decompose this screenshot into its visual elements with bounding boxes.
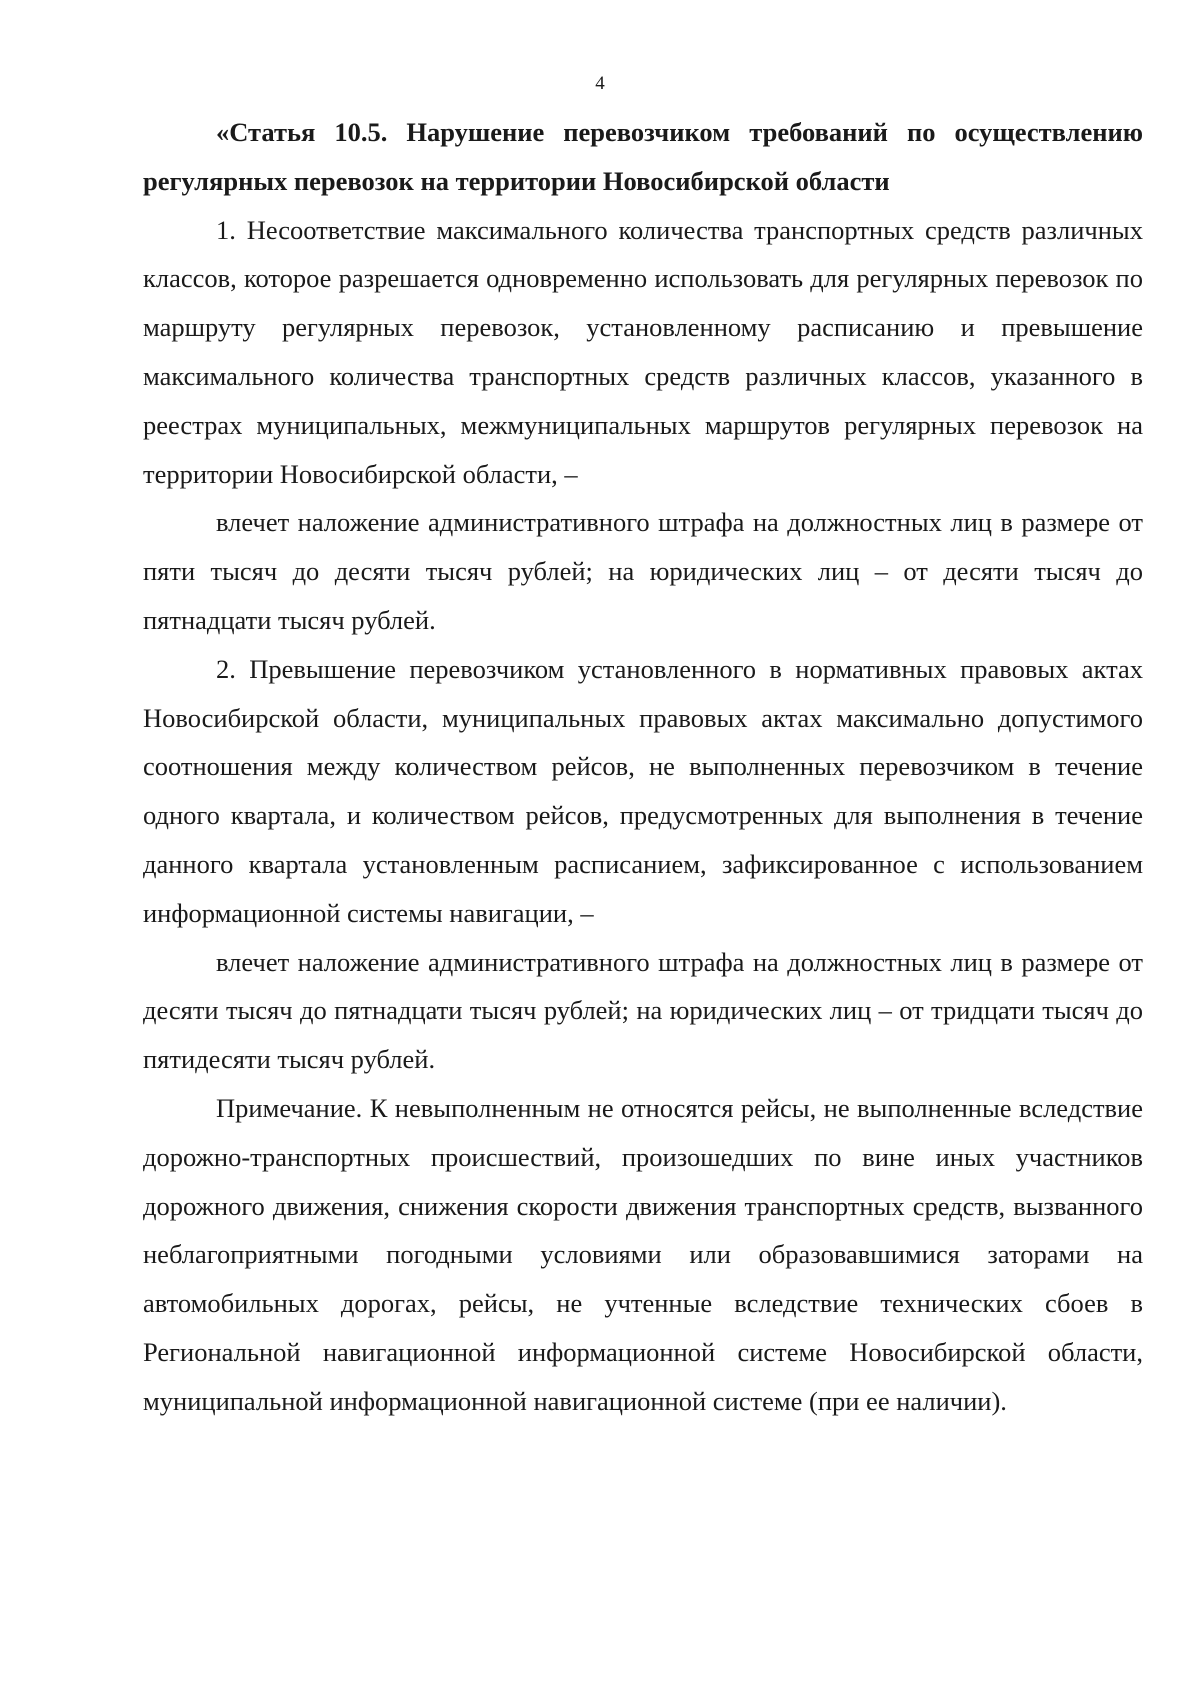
paragraph-note: Примечание. К невыполненным не относятся рейсы, не выполненные вследствие дорожно-транспортных происшествий, произошедших по вине иных участников дорожного движения, снижения скорости движения транспортных средств, вызванного неблагоприятными погодными условиями или образовавшимися заторами на автомобильных дорогах, рейсы, не учтенные вследствие технических сбоев в Региональной навигационной информационной системе Новосибирской области, муниципальной информационной навигационной системе (при ее наличии). — [143, 1092, 1143, 1416]
paragraph-penalty-2: влечет наложение административного штрафа на должностных лиц в размере от десяти тысяч до пятнадцати тысяч рублей; на юридических лиц – от тридцати тысяч до пятидесяти тысяч рублей. — [143, 946, 1143, 1075]
paragraph-part-2: 2. Превышение перевозчиком установленного в нормативных правовых актах Новосибирской области, муниципальных правовых актах максимально допустимого соотношения между количеством рейсов, не выполненных перевозчиком в течение одного квартала, и количеством рейсов, предусмотренных для выполнения в течение данного квартала установленным расписанием, зафиксированное с использованием информационной системы навигации, – — [143, 653, 1143, 928]
page-number: 4 — [595, 73, 605, 94]
paragraph-penalty-1: влечет наложение административного штрафа на должностных лиц в размере от пяти тысяч до десяти тысяч рублей; на юридических лиц – от десяти тысяч до пятнадцати тысяч рублей. — [143, 507, 1143, 635]
document-body — [143, 108, 1143, 1426]
article-heading: «Статья 10.5. Нарушение перевозчиком требований по осуществлению регулярных перевозок на территории Новосибирской области — [143, 117, 1143, 196]
paragraph-part-1: 1. Несоответствие максимального количества транспортных средств различных классов, которое разрешается одновременно использовать для регулярных перевозок по маршруту регулярных перевозок, установленному расписанию и превышение максимального количества транспортных средств различных классов, указанного в реестрах муниципальных, межмуниципальных маршрутов регулярных перевозок на территории Новосибирской области, – — [143, 214, 1143, 489]
